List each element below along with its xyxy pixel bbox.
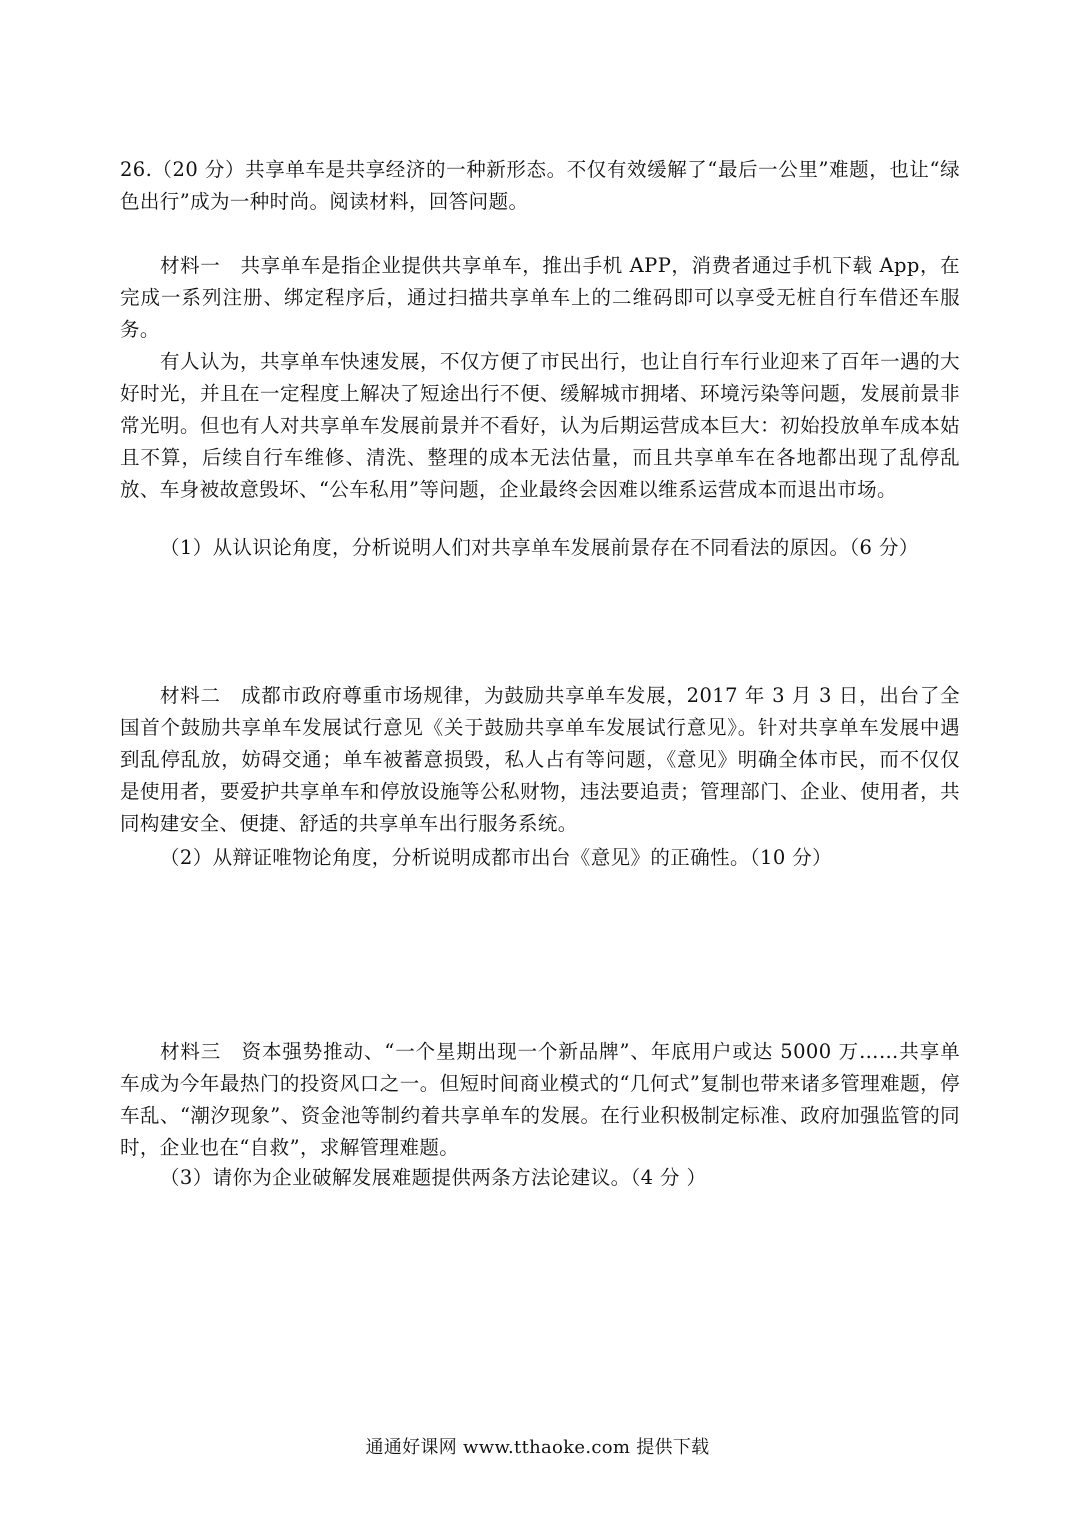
material-two-text: 材料二 成都市政府尊重市场规律，为鼓励共享单车发展，2017 年 3 月 3 日，出台了全国首个鼓励共享单车发展试行意见《关于鼓励共享单车发展试行意见》。针对共享单车发展中遇到乱停乱放，妨碍交通；单车被蓄意损毁，私人占有等问题，《意见》明确全体市民，而不仅仅是使用者，要爱护共享单车和停放设施等公私财物，违法要追责；管理部门、企业、使用者，共同构建安全、便捷、舒适的共享单车出行服务系统。 [120, 684, 960, 835]
material-three-text: 材料三 资本强势推动、“一个星期出现一个新品牌”、年底用户或达 5000 万……共享单车成为今年最热门的投资风口之一。但短时间商业模式的“几何式”复制也带来诸多管理难题，停车乱、“潮汐现象”、资金池等制约着共享单车的发展。在行业积极制定标准、政府加强监管的同时，企业也在“自救”，求解管理难题。 [120, 1040, 960, 1159]
question-two: （2）从辩证唯物论角度，分析说明成都市出台《意见》的正确性。（10 分） [160, 846, 833, 869]
material-one-views: 有人认为，共享单车快速发展，不仅方便了市民出行，也让自行车行业迎来了百年一遇的大好时光，并且在一定程度上解决了短途出行不便、缓解城市拥堵、环境污染等问题，发展前景非常光明。但也有人对共享单车发展前景并不看好，认为后期运营成本巨大：初始投放单车成本姑且不算，后续自行车维修、清洗、整理的成本无法估量，而且共享单车在各地都出现了乱停乱放、车身被故意毁坏、“公车私用”等问题，企业最终会因难以维系运营成本而退出市场。 [120, 350, 960, 501]
question-one: （1）从认识论角度，分析说明人们对共享单车发展前景存在不同看法的原因。（6 分） [160, 536, 919, 559]
material-one-text: 材料一 共享单车是指企业提供共享单车，推出手机 APP，消费者通过手机下载 App，在完成一系列注册、绑定程序后，通过扫描共享单车上的二维码即可以享受无桩自行车借还车服务。 [120, 254, 960, 341]
footer-credit: 通通好课网 www.tthaoke.com 提供下载 [365, 1437, 710, 1458]
question-intro: 26.（20 分）共享单车是共享经济的一种新形态。不仅有效缓解了“最后一公里”难题，也让“绿色出行”成为一种时尚。阅读材料，回答问题。 [120, 158, 960, 213]
question-three: （3）请你为企业破解发展难题提供两条方法论建议。（4 分 ） [160, 1166, 707, 1189]
